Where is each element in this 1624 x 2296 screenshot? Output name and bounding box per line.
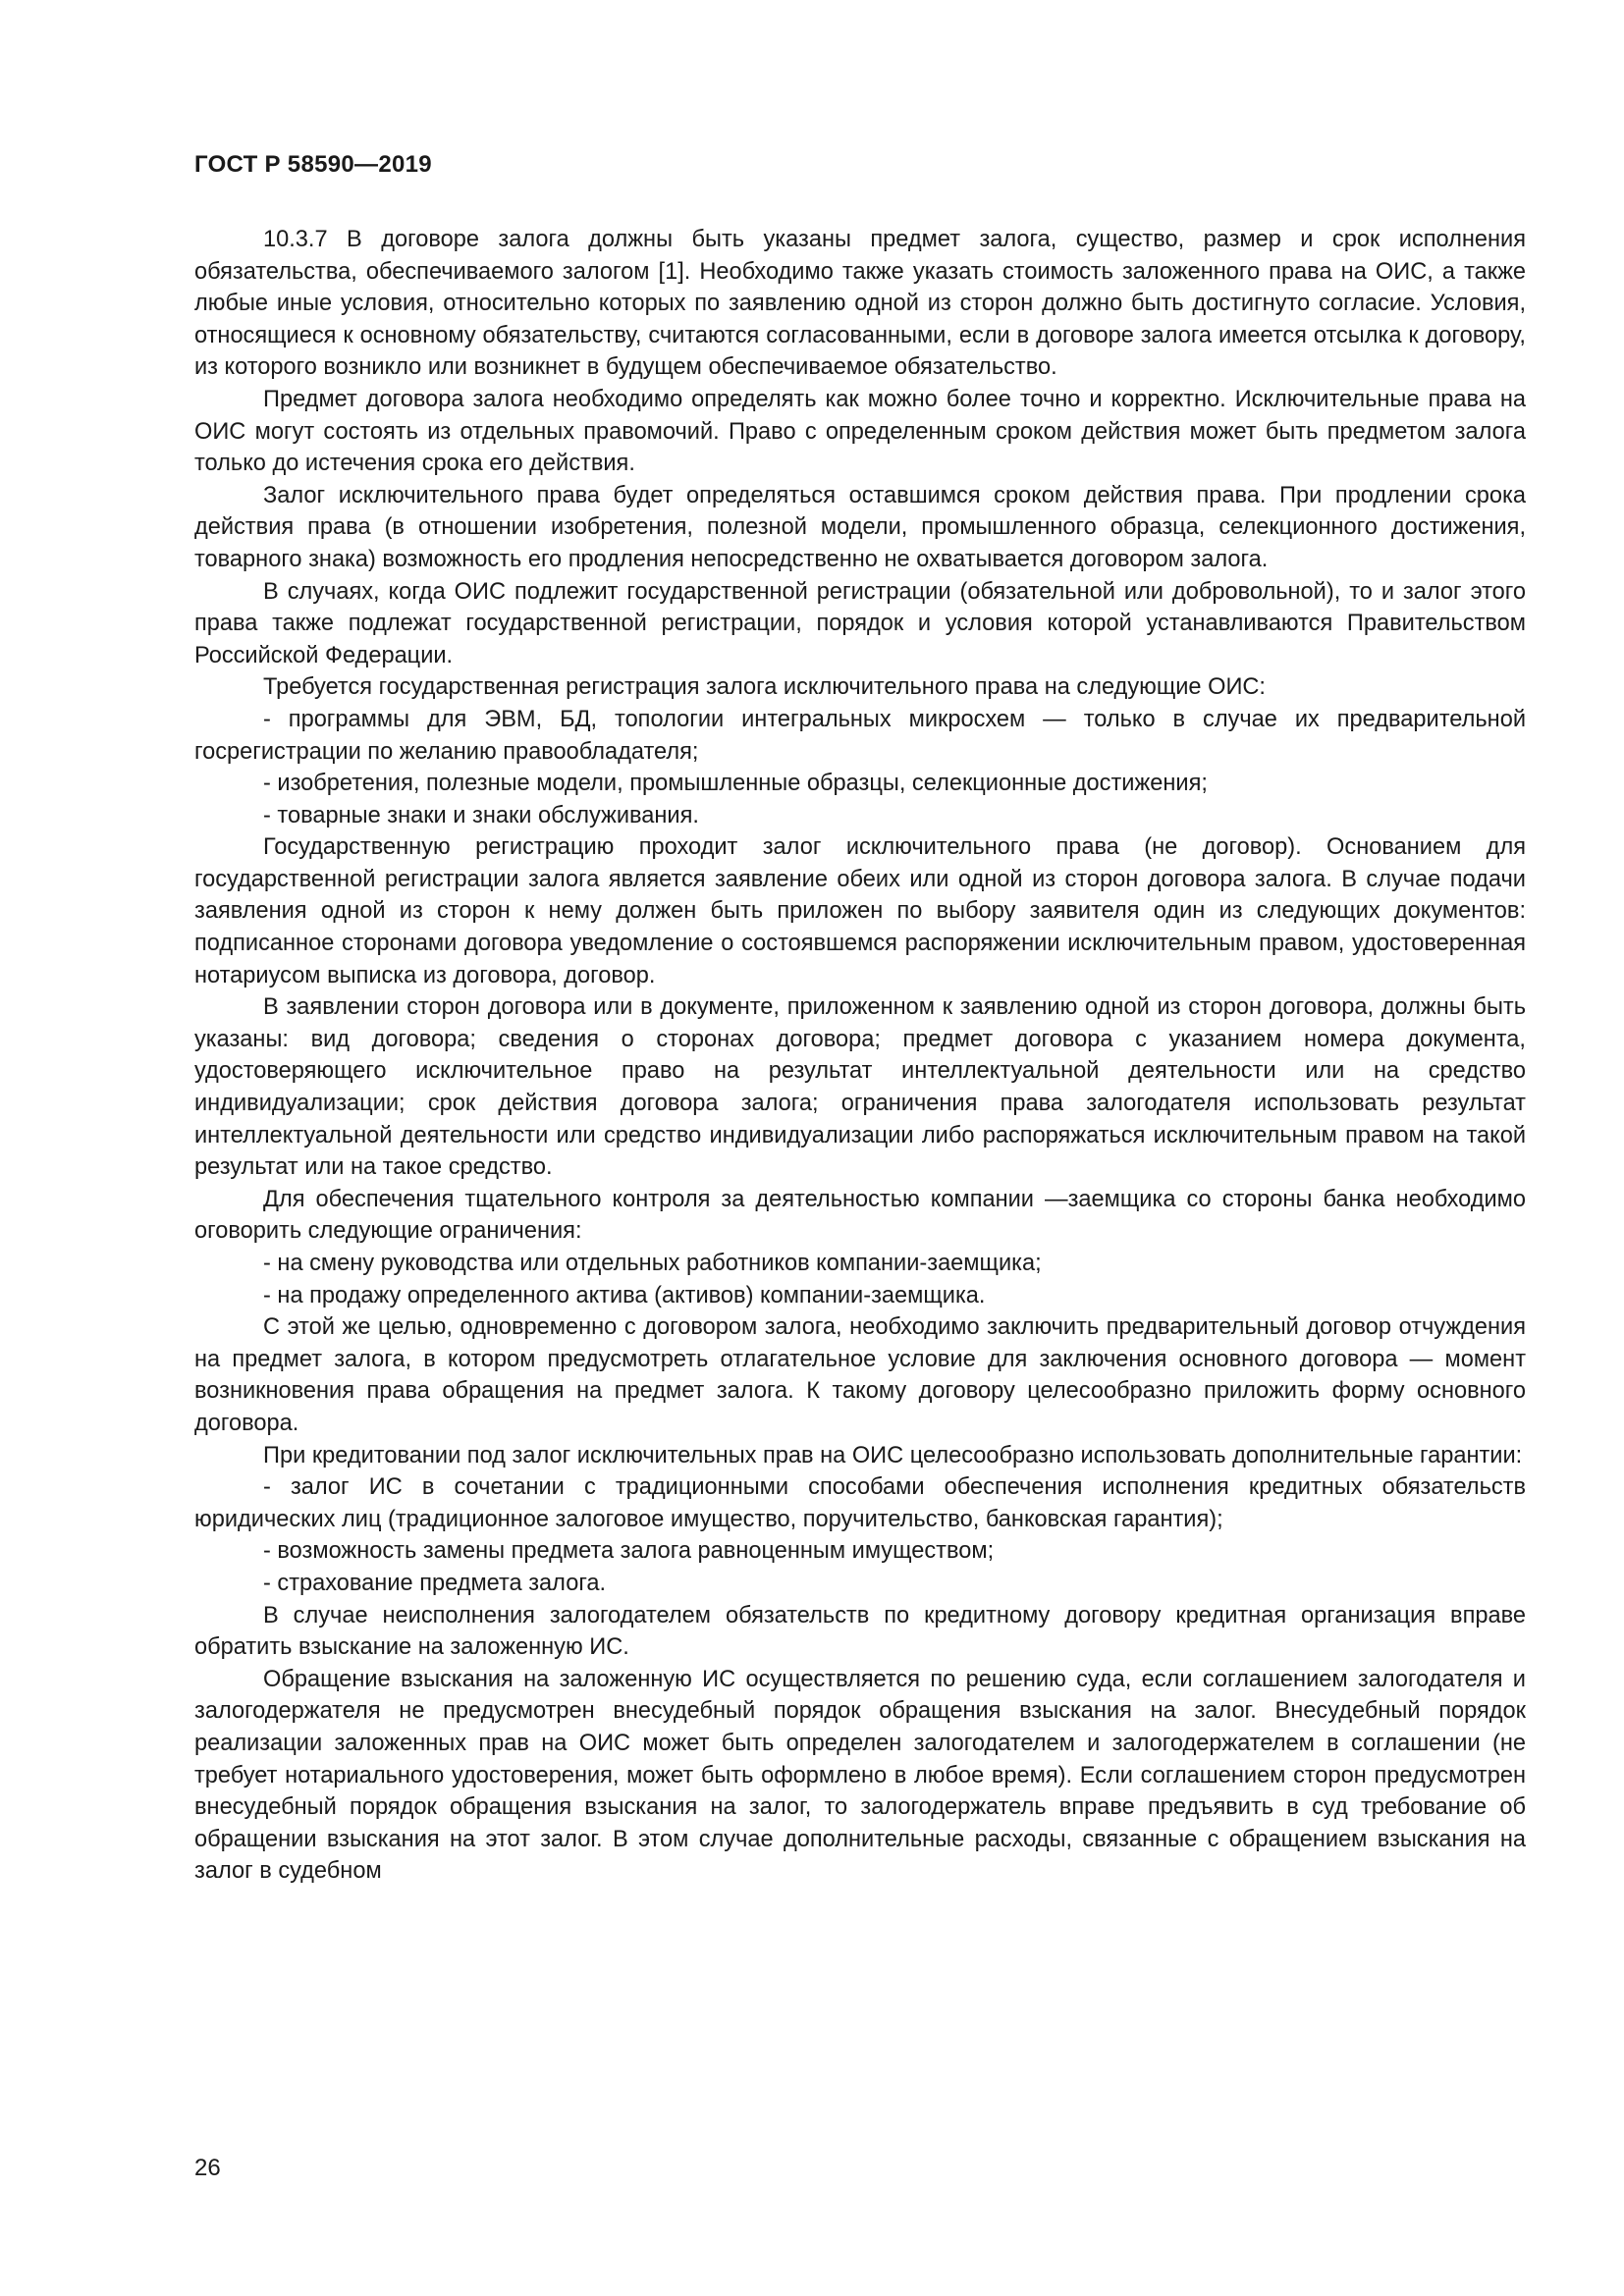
paragraph: Требуется государственная регистрация залога исключительного права на следующие ОИС: (263, 674, 1266, 701)
paragraph: Предмет договора залога необходимо определять как можно более точно и корректно. Исключительные права на ОИС могут состоять из отдельных правомочий. Право с определенным сроком действия может быть предметом залога только до истечения срока его действия. (194, 386, 1526, 477)
paragraph: В случае неисполнения залогодателем обязательств по кредитному договору кредитная организация вправе обратить взыскание на заложенную ИС. (194, 1602, 1526, 1661)
list-item: - на продажу определенного актива (активов) компании-заемщика. (263, 1282, 986, 1308)
list-item: - изобретения, полезные модели, промышленные образцы, селекционные достижения; (263, 771, 1208, 797)
paragraph: Залог исключительного права будет определяться оставшимся сроком действия права. При продлении срока действия права (в отношении изобретения, полезной модели, промышленного образца, селекционного достижения, товарного знака) возможность его продления непосредственно не охватывается договором залога. (194, 482, 1526, 572)
paragraph: При кредитовании под залог исключительных прав на ОИС целесообразно использовать дополнительные гарантии: (263, 1442, 1523, 1468)
list-item: - залог ИС в сочетании с традиционными способами обеспечения исполнения кредитных обязательств юридических лиц (традиционное залоговое имущество, поручительство, банковская гарантия); (194, 1474, 1526, 1532)
paragraph: В случаях, когда ОИС подлежит государственной регистрации (обязательной или добровольной), то и залог этого права также подлежат государственной регистрации, порядок и условия которой устанавливаются Правительством Российской Федерации. (194, 578, 1526, 668)
paragraph: Для обеспечения тщательного контроля за деятельностью компании —заемщика со стороны банка необходимо оговорить следующие ограничения: (194, 1186, 1526, 1245)
list-item: - программы для ЭВМ, БД, топологии интегральных микросхем — только в случае их предварительной госрегистрации по желанию правообладателя; (194, 706, 1526, 765)
paragraph: В заявлении сторон договора или в документе, приложенном к заявлению одной из сторон договора, должны быть указаны: вид договора; сведения о сторонах договора; предмет договора с указанием номера документа, удостоверяющего исключительное право на результат интеллектуальной деятельности или на средство индивидуализации; срок действия договора залога; ограничения права залогодателя использовать результат интеллектуальной деятельности или средство индивидуализации либо распоряжаться исключительным правом на такой результат или на такое средство. (194, 994, 1526, 1181)
body-text (194, 224, 1526, 1888)
list-item: - товарные знаки и знаки обслуживания. (263, 802, 699, 828)
list-item: - страхование предмета залога. (263, 1570, 607, 1596)
page-number: 26 (194, 2155, 221, 2181)
list-item: - на смену руководства или отдельных работников компании-заемщика; (263, 1251, 1042, 1276)
paragraph: Обращение взыскания на заложенную ИС осуществляется по решению суда, если соглашением залогодателя и залогодержателя не предусмотрен внесудебный порядок обращения взыскания на залог. Внесудебный порядок реализации заложенных прав на ОИС может быть определен залогодателем и залогодержателем в соглашении (не требует нотариального удостоверения, может быть оформлено в любое время). Если соглашением сторон предусмотрен внесудебный порядок обращения взыскания на залог, то залогодержатель вправе предъявить в суд требование об обращении взыскания на этот залог. В этом случае дополнительные расходы, связанные с обращением взыскания на залог в судебном (194, 1666, 1526, 1885)
paragraph: С этой же целью, одновременно с договором залога, необходимо заключить предварительный договор отчуждения на предмет залога, в котором предусмотреть отлагательное условие для заключения основного договора — момент возникновения права обращения на предмет залога. К такому договору целесообразно приложить форму основного договора. (194, 1314, 1526, 1436)
paragraph: Государственную регистрацию проходит залог исключительного права (не договор). Основанием для государственной регистрации залога является заявление обеих или одной из сторон договора залога. В случае подачи заявления одной из сторон к нему должен быть приложен по выбору заявителя один из следующих документов: подписанное сторонами договора уведомление о состоявшемся распоряжении исключительным правом, удостоверенная нотариусом выписка из договора, договор. (194, 834, 1526, 988)
paragraph: 10.3.7 В договоре залога должны быть указаны предмет залога, существо, размер и срок исполнения обязательства, обеспечиваемого залогом [1]. Необходимо также указать стоимость заложенного права на ОИС, а также любые иные условия, относительно которых по заявлению одной из сторон должно быть достигнуто согласие. Условия, относящиеся к основному обязательству, считаются согласованными, если в договоре залога имеется отсылка к договору, из которого возникло или возникнет в будущем обеспечиваемое обязательство. (194, 227, 1526, 381)
list-item: - возможность замены предмета залога равноценным имуществом; (263, 1538, 995, 1565)
standard-header: ГОСТ Р 58590—2019 (194, 151, 432, 178)
